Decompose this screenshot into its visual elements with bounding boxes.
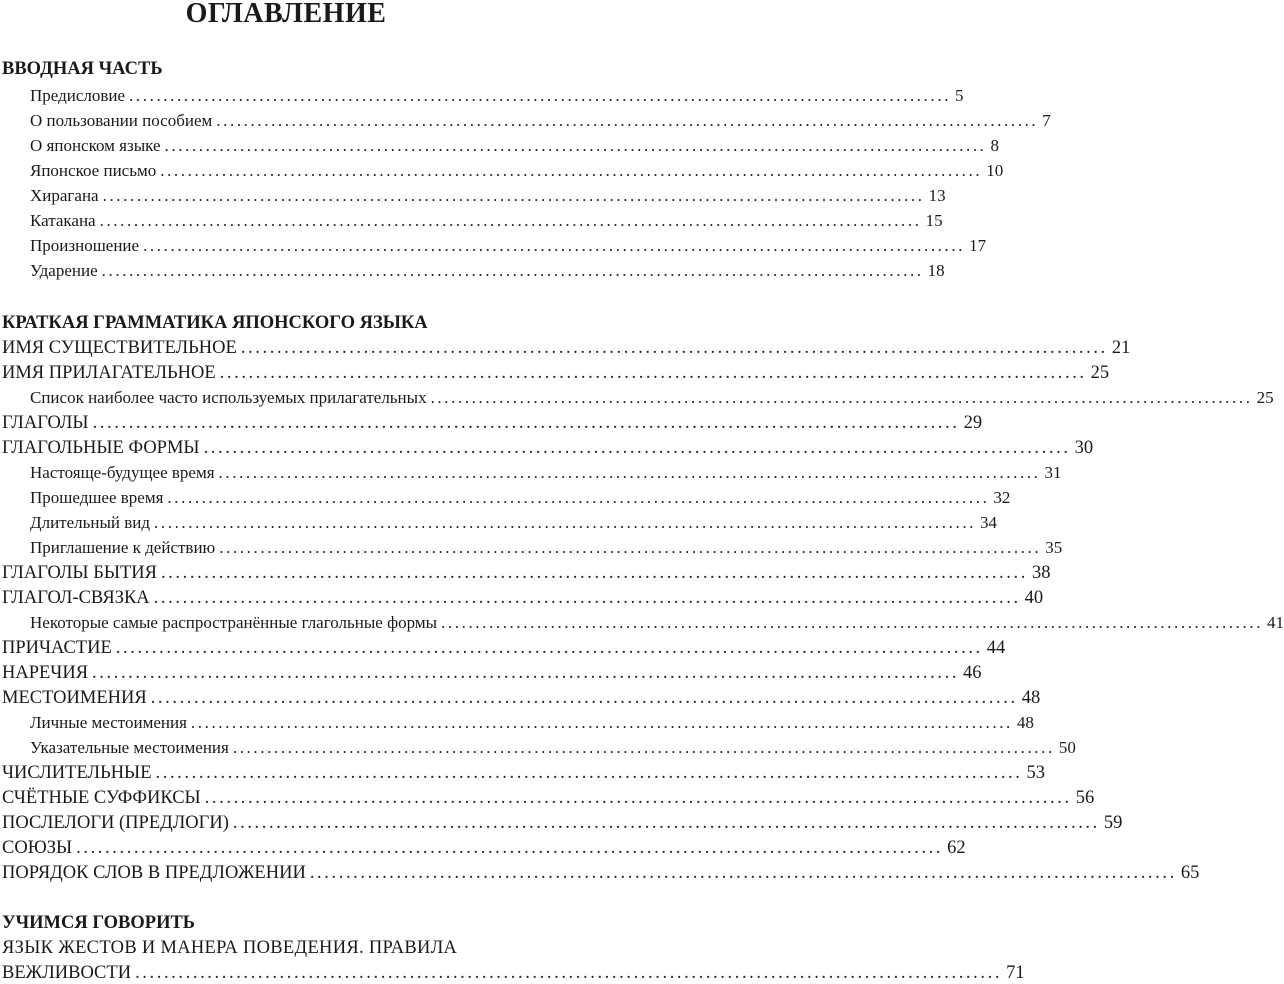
entry-label: ПОРЯДОК СЛОВ В ПРЕДЛОЖЕНИИ	[2, 863, 306, 883]
entry-page-number: 29	[963, 413, 983, 433]
dot-leader: ........................................................................................................................	[153, 588, 1021, 608]
entry-page-number: 7	[1042, 111, 1051, 130]
section-heading-intro: ВВОДНАЯ ЧАСТЬ	[2, 59, 163, 79]
entry-page-number: 32	[993, 488, 1011, 507]
toc-entry[interactable]	[30, 235, 987, 257]
entry-label: ЧИСЛИТЕЛЬНЫЕ	[2, 763, 152, 783]
entry-label: ГЛАГОЛЬНЫЕ ФОРМЫ	[2, 438, 200, 458]
toc-entry[interactable]	[30, 612, 1284, 634]
entry-page-number: 31	[1044, 463, 1062, 482]
entry-page-number: 65	[1180, 863, 1200, 883]
toc-entry[interactable]	[2, 662, 982, 684]
entry-page-number: 59	[1103, 813, 1123, 833]
toc-entry[interactable]	[2, 762, 1045, 784]
dot-leader: ........................................................................................................................	[430, 388, 1253, 407]
entry-page-number: 44	[986, 638, 1006, 658]
toc-entry[interactable]	[30, 387, 1274, 409]
entry-label: Прошедшее время	[30, 488, 164, 507]
dot-leader: ........................................................................................................................	[92, 663, 960, 683]
entry-page-number: 5	[955, 86, 964, 105]
dot-leader: ........................................................................................................................	[164, 136, 987, 155]
toc-entry[interactable]	[2, 412, 983, 434]
dot-leader: ........................................................................................................................	[99, 211, 922, 230]
toc-entry[interactable]	[30, 462, 1062, 484]
section-heading-grammar: КРАТКАЯ ГРАММАТИКА ЯПОНСКОГО ЯЗЫКА	[2, 313, 428, 333]
dot-leader: ........................................................................................................................	[150, 688, 1018, 708]
dot-leader: ........................................................................................................................	[219, 538, 1042, 557]
toc-entry[interactable]	[2, 962, 1025, 984]
entry-page-number: 17	[969, 236, 987, 255]
entry-page-number: 46	[963, 663, 982, 683]
entry-page-number: 18	[927, 261, 945, 280]
toc-entry[interactable]	[2, 787, 1095, 809]
dot-leader: ........................................................................................................................	[441, 613, 1264, 632]
entry-page-number: 25	[1256, 388, 1274, 407]
entry-page-number: 21	[1111, 338, 1131, 358]
entry-page-number: 8	[990, 136, 1000, 155]
dot-leader: ........................................................................................................................	[154, 513, 977, 532]
dot-leader: ........................................................................................................................	[309, 863, 1177, 883]
entry-label: Ударение	[30, 261, 98, 280]
toc-entry[interactable]	[2, 562, 1051, 584]
dot-leader: ........................................................................................................................	[155, 763, 1023, 783]
dot-leader: ........................................................................................................................	[92, 413, 960, 433]
toc-entry[interactable]	[2, 812, 1123, 834]
entry-page-number: 30	[1074, 438, 1094, 458]
entry-page-number: 34	[980, 513, 998, 532]
dot-leader: ........................................................................................................................	[204, 788, 1072, 808]
toc-entry[interactable]	[30, 487, 1011, 509]
dot-leader: ........................................................................................................................	[101, 261, 924, 280]
dot-leader: ........................................................................................................................	[232, 738, 1055, 757]
toc-entry[interactable]	[30, 737, 1076, 759]
entry-page-number: 41	[1267, 613, 1284, 632]
dot-leader: ........................................................................................................................	[76, 838, 944, 858]
toc-entry[interactable]	[2, 637, 1006, 659]
entry-page-number: 53	[1026, 763, 1045, 783]
entry-label: Личные местоимения	[30, 713, 187, 732]
dot-leader: ........................................................................................................................	[167, 488, 990, 507]
dot-leader: ........................................................................................................................	[102, 186, 925, 205]
entry-page-number: 48	[1016, 713, 1034, 732]
entry-label: ГЛАГОЛ-СВЯЗКА	[2, 588, 150, 608]
entry-label: Настояще-будущее время	[30, 463, 215, 482]
entry-label: Хирагана	[30, 186, 99, 205]
toc-entry[interactable]	[30, 85, 964, 107]
entry-label: ПРИЧАСТИЕ	[2, 638, 112, 658]
entry-label: ПОСЛЕЛОГИ (ПРЕДЛОГИ)	[2, 813, 229, 833]
toc-entry[interactable]	[30, 712, 1034, 734]
entry-label: Некоторые самые распространённые глагольные формы	[30, 613, 438, 632]
toc-entry[interactable]	[2, 862, 1200, 884]
entry-label: СЧЁТНЫЕ СУФФИКСЫ	[2, 788, 201, 808]
entry-label: О пользовании пособием	[30, 111, 213, 130]
entry-page-number: 35	[1045, 538, 1063, 557]
dot-leader: ........................................................................................................................	[143, 236, 966, 255]
entry-page-number: 15	[925, 211, 943, 230]
dot-leader: ........................................................................................................................	[129, 86, 952, 105]
entry-label: ГЛАГОЛЫ	[2, 413, 89, 433]
entry-label: Приглашение к действию	[30, 538, 216, 557]
toc-entry[interactable]	[2, 337, 1131, 359]
entry-page-number: 40	[1024, 588, 1044, 608]
dot-leader: ........................................................................................................................	[203, 438, 1071, 458]
entry-label: Катакана	[30, 211, 96, 230]
toc-entry[interactable]	[30, 185, 946, 207]
entry-page-number: 56	[1075, 788, 1095, 808]
toc-entry[interactable]	[30, 135, 1000, 157]
entry-label: Японское письмо	[30, 161, 157, 180]
dot-leader: ........................................................................................................................	[216, 111, 1039, 130]
toc-entry[interactable]	[30, 210, 943, 232]
entry-label: ГЛАГОЛЫ БЫТИЯ	[2, 563, 157, 583]
dot-leader: ........................................................................................................................	[232, 813, 1100, 833]
section-heading-speaking: УЧИМСЯ ГОВОРИТЬ	[2, 913, 196, 933]
entry-label: Указательные местоимения	[30, 738, 229, 757]
toc-entry[interactable]	[30, 260, 945, 282]
entry-page-number: 13	[928, 186, 946, 205]
entry-page-number: 10	[986, 161, 1004, 180]
entry-label: О японском языке	[30, 136, 161, 155]
toc-entry[interactable]	[2, 837, 966, 859]
dot-leader: ........................................................................................................................	[240, 338, 1108, 358]
toc-entry[interactable]	[2, 687, 1041, 709]
entry-label: ИМЯ ПРИЛАГАТЕЛЬНОЕ	[2, 363, 216, 383]
entry-label: Длительный вид	[30, 513, 151, 532]
dot-leader: ........................................................................................................................	[160, 563, 1028, 583]
entry-page-number: 62	[947, 838, 966, 858]
page-title: ОГЛАВЛЕНИЕ	[185, 0, 387, 29]
toc-entry[interactable]	[30, 537, 1063, 559]
dot-leader: ........................................................................................................................	[190, 713, 1013, 732]
entry-label: СОЮЗЫ	[2, 838, 73, 858]
toc-entry-line[interactable]: ЯЗЫК ЖЕСТОВ И МАНЕРА ПОВЕДЕНИЯ. ПРАВИЛА	[2, 938, 458, 958]
entry-page-number: 48	[1021, 688, 1041, 708]
toc-entry[interactable]	[2, 362, 1110, 384]
entry-label: ВЕЖЛИВОСТИ	[2, 963, 132, 983]
entry-page-number: 50	[1058, 738, 1076, 757]
dot-leader: ........................................................................................................................	[160, 161, 983, 180]
entry-label: Произношение	[30, 236, 140, 255]
entry-page-number: 71	[1006, 963, 1025, 983]
dot-leader: ........................................................................................................................	[115, 638, 983, 658]
entry-label: ИМЯ СУЩЕСТВИТЕЛЬНОЕ	[2, 338, 237, 358]
dot-leader: ........................................................................................................................	[219, 363, 1087, 383]
dot-leader: ........................................................................................................................	[218, 463, 1041, 482]
entry-label: Список наиболее часто используемых прилагательных	[30, 388, 427, 407]
entry-page-number: 38	[1031, 563, 1051, 583]
entry-page-number: 25	[1090, 363, 1110, 383]
entry-label: МЕСТОИМЕНИЯ	[2, 688, 147, 708]
entry-label: НАРЕЧИЯ	[2, 663, 89, 683]
toc-entry[interactable]	[2, 437, 1094, 459]
dot-leader: ........................................................................................................................	[135, 963, 1003, 983]
entry-label: Предисловие	[30, 86, 126, 105]
toc-entry[interactable]	[30, 160, 1004, 182]
toc-entry[interactable]	[30, 110, 1051, 132]
toc-entry[interactable]	[30, 512, 998, 534]
toc-entry[interactable]	[2, 587, 1044, 609]
